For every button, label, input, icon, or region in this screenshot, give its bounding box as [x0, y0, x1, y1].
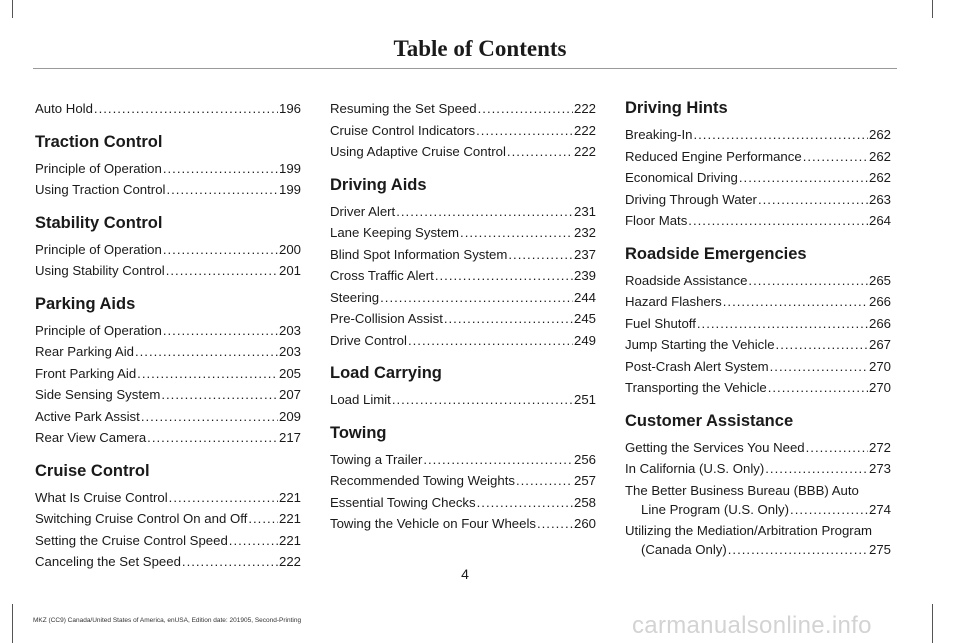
toc-entry-page: 222	[573, 101, 596, 116]
toc-entry-label: Principle of Operation	[35, 160, 162, 176]
toc-entry[interactable]	[330, 287, 596, 309]
toc-entry-page: 237	[573, 246, 596, 262]
footer-edition-text: MKZ (CC9) Canada/United States of America, enUSA, Edition date: 201905, Second-Printing	[33, 617, 302, 624]
toc-entry[interactable]	[625, 458, 891, 480]
toc-entry-page: 273	[868, 461, 891, 476]
toc-entry-label-cont: Line Program (U.S. Only)	[641, 501, 790, 517]
toc-entry[interactable]	[330, 308, 596, 330]
toc-entry-page: 262	[868, 148, 891, 164]
dot-leader	[768, 377, 868, 399]
section-heading: Load Carrying	[330, 364, 442, 382]
toc-entry-label: Principle of Operation	[35, 322, 162, 338]
toc-entry-label: Cruise Control Indicators	[330, 122, 476, 138]
toc-entry-page: 257	[573, 473, 596, 488]
toc-entry-label: Using Traction Control	[35, 182, 166, 197]
toc-entry-page: 221	[278, 511, 301, 526]
toc-entry-label: Drive Control	[330, 332, 407, 348]
toc-entry[interactable]	[625, 167, 891, 189]
toc-entry-page: 272	[868, 439, 891, 455]
toc-entry-page: 256	[573, 451, 596, 467]
dot-leader	[435, 265, 573, 287]
dot-leader	[693, 124, 868, 146]
toc-entry-page: 267	[868, 337, 891, 352]
toc-entry[interactable]	[330, 513, 596, 535]
dot-leader	[697, 313, 868, 335]
toc-entry-page: 266	[868, 315, 891, 331]
toc-entry-label: In California (U.S. Only)	[625, 461, 765, 476]
toc-entry-page: 205	[278, 365, 301, 381]
dot-leader	[477, 492, 573, 514]
dot-leader	[163, 158, 278, 180]
toc-entry-label: Rear View Camera	[35, 430, 147, 445]
toc-entry-page: 221	[278, 532, 301, 548]
dot-leader	[758, 189, 868, 211]
dot-leader	[537, 513, 573, 535]
dot-leader	[166, 179, 278, 201]
toc-entry[interactable]	[35, 508, 301, 530]
toc-entry[interactable]	[330, 201, 596, 223]
toc-entry-label: Utilizing the Mediation/Arbitration Program	[625, 522, 873, 538]
dot-leader	[803, 146, 868, 168]
title-divider	[33, 68, 897, 69]
dot-leader	[423, 449, 573, 471]
toc-entry-label: Floor Mats	[625, 213, 688, 228]
toc-entry-page: 209	[278, 408, 301, 424]
toc-entry-label: The Better Business Bureau (BBB) Auto	[625, 482, 859, 498]
toc-entry[interactable]	[625, 481, 891, 519]
toc-entry[interactable]	[35, 341, 301, 363]
dot-leader	[161, 384, 278, 406]
dot-leader	[166, 260, 278, 282]
section-heading: Roadside Emergencies	[625, 244, 807, 263]
crop-mark-bottom-left	[12, 604, 13, 643]
toc-column-middle	[330, 98, 596, 535]
toc-column-right	[625, 98, 891, 561]
toc-entry-page: 260	[573, 516, 596, 531]
toc-entry[interactable]	[330, 120, 596, 142]
toc-entry-label: Reduced Engine Performance	[625, 148, 802, 164]
toc-entry[interactable]	[35, 158, 301, 180]
section-heading: Parking Aids	[35, 294, 136, 313]
toc-entry-page: 258	[573, 494, 596, 510]
toc-entry[interactable]	[35, 384, 301, 406]
section-heading: Stability Control	[35, 213, 163, 232]
toc-entry-page: 266	[868, 294, 891, 309]
toc-entry[interactable]	[625, 291, 891, 313]
toc-entry-page: 201	[278, 263, 301, 278]
toc-entry-label: Side Sensing System	[35, 387, 161, 402]
dot-leader	[380, 287, 573, 309]
toc-entry-page: 200	[278, 241, 301, 257]
toc-entry-page: 245	[573, 311, 596, 326]
toc-entry[interactable]	[330, 244, 596, 266]
toc-entry[interactable]	[35, 179, 301, 201]
toc-entry-label: Recommended Towing Weights	[330, 473, 515, 488]
dot-leader	[723, 291, 868, 313]
toc-entry[interactable]	[625, 210, 891, 232]
watermark: carmanualsonline.info	[632, 612, 872, 639]
toc-entry[interactable]	[625, 146, 891, 168]
toc-entry-label: Using Stability Control	[35, 263, 165, 278]
toc-entry-page: 231	[573, 203, 596, 219]
dot-leader	[460, 222, 573, 244]
toc-entry[interactable]	[35, 260, 301, 282]
toc-entry-label: Resuming the Set Speed	[330, 101, 477, 116]
section-heading: Traction Control	[35, 132, 163, 151]
dot-leader	[163, 239, 278, 261]
toc-entry-label-cont: (Canada Only)	[641, 541, 727, 557]
section-heading: Towing	[330, 423, 387, 442]
toc-entry-page: 217	[278, 430, 301, 445]
toc-entry[interactable]	[35, 530, 301, 552]
section-heading: Driving Hints	[625, 99, 728, 117]
toc-entry[interactable]	[330, 265, 596, 287]
toc-entry-label: Load Limit	[330, 392, 391, 407]
toc-entry[interactable]	[330, 389, 596, 411]
toc-entry-page: 275	[868, 541, 891, 557]
toc-entry-page: 265	[868, 272, 891, 288]
toc-entry-page: 232	[573, 225, 596, 240]
toc-entry-page: 199	[278, 160, 301, 176]
toc-entry[interactable]	[35, 406, 301, 428]
toc-entry-label: Post-Crash Alert System	[625, 358, 769, 374]
toc-entry-label: Roadside Assistance	[625, 272, 748, 288]
toc-entry-page: 222	[278, 554, 301, 569]
toc-entry-label: Jump Starting the Vehicle	[625, 337, 775, 352]
toc-entry-page: 263	[868, 191, 891, 207]
toc-entry-label: Setting the Cruise Control Speed	[35, 532, 228, 548]
dot-leader	[776, 334, 868, 356]
toc-entry-page: 251	[573, 392, 596, 407]
toc-entry-label: Active Park Assist	[35, 408, 140, 424]
toc-entry[interactable]	[625, 437, 891, 459]
dot-leader	[169, 487, 278, 509]
toc-entry-label: Getting the Services You Need	[625, 439, 805, 455]
toc-entry[interactable]	[625, 270, 891, 292]
dot-leader	[728, 540, 868, 559]
toc-entry[interactable]	[625, 334, 891, 356]
dot-leader	[765, 458, 868, 480]
toc-entry-label: Driving Through Water	[625, 191, 757, 207]
toc-entry-label: Principle of Operation	[35, 241, 162, 257]
section-heading: Cruise Control	[35, 461, 150, 480]
toc-entry-label: Front Parking Aid	[35, 365, 137, 381]
toc-entry-page: 222	[573, 122, 596, 138]
toc-entry[interactable]	[625, 356, 891, 378]
toc-entry[interactable]	[330, 222, 596, 244]
crop-mark-top-left	[12, 0, 13, 18]
toc-entry-label: Using Adaptive Cruise Control	[330, 144, 506, 159]
dot-leader	[806, 437, 868, 459]
toc-entry-label: Cross Traffic Alert	[330, 268, 434, 283]
toc-entry-label: What Is Cruise Control	[35, 489, 168, 505]
toc-entry-label: Lane Keeping System	[330, 225, 460, 240]
toc-entry-page: 199	[278, 182, 301, 197]
toc-entry-page: 270	[868, 358, 891, 374]
toc-entry-label: Breaking-In	[625, 127, 693, 142]
toc-entry-label: Economical Driving	[625, 170, 738, 185]
toc-entry[interactable]	[35, 320, 301, 342]
toc-entry-label: Rear Parking Aid	[35, 344, 134, 359]
page-number: 4	[461, 566, 469, 582]
dot-leader	[94, 98, 278, 120]
toc-entry[interactable]	[330, 492, 596, 514]
toc-entry-page: 264	[868, 213, 891, 228]
toc-entry-page: 262	[868, 170, 891, 185]
toc-entry-page: 207	[278, 387, 301, 402]
toc-entry-page: 203	[278, 344, 301, 359]
toc-entry[interactable]	[625, 313, 891, 335]
section-heading: Customer Assistance	[625, 411, 794, 430]
toc-entry[interactable]	[625, 377, 891, 399]
toc-entry-page: 262	[868, 127, 891, 142]
toc-entry-label: Towing a Trailer	[330, 451, 423, 467]
page-title: Table of Contents	[393, 36, 567, 61]
toc-entry-page: 270	[868, 380, 891, 395]
toc-entry[interactable]	[625, 521, 891, 559]
toc-entry-page: 221	[278, 489, 301, 505]
toc-entry-page: 274	[868, 501, 891, 517]
toc-entry-label: Transporting the Vehicle	[625, 380, 767, 395]
toc-entry[interactable]	[35, 427, 301, 449]
toc-entry[interactable]	[35, 98, 301, 120]
toc-entry[interactable]	[625, 189, 891, 211]
toc-entry-label: Pre-Collision Assist	[330, 311, 443, 326]
dot-leader	[444, 308, 573, 330]
dot-leader	[770, 356, 868, 378]
toc-column-left	[35, 98, 301, 573]
toc-entry-label: Auto Hold	[35, 101, 93, 116]
dot-leader	[392, 389, 573, 411]
toc-entry[interactable]	[330, 470, 596, 492]
toc-entry[interactable]	[35, 487, 301, 509]
dot-leader	[137, 363, 278, 385]
dot-leader	[163, 320, 278, 342]
toc-entry[interactable]	[330, 449, 596, 471]
dot-leader	[396, 201, 573, 223]
toc-entry-page: 249	[573, 332, 596, 348]
toc-entry[interactable]	[330, 330, 596, 352]
dot-leader	[408, 330, 573, 352]
dot-leader	[508, 244, 573, 266]
dot-leader	[135, 341, 278, 363]
toc-entry-label: Canceling the Set Speed	[35, 554, 181, 569]
toc-entry[interactable]	[35, 363, 301, 385]
dot-leader	[739, 167, 868, 189]
toc-entry-label: Towing the Vehicle on Four Wheels	[330, 516, 536, 531]
toc-entry[interactable]	[625, 124, 891, 146]
toc-entry-label: Driver Alert	[330, 203, 396, 219]
toc-entry[interactable]	[330, 98, 596, 120]
dot-leader	[248, 508, 278, 530]
toc-entry-label: Fuel Shutoff	[625, 315, 696, 331]
toc-entry-label: Steering	[330, 289, 380, 305]
dot-leader	[516, 470, 573, 492]
toc-entry-page: 239	[573, 268, 596, 283]
crop-mark-top-right	[932, 0, 933, 18]
dot-leader	[478, 98, 573, 120]
dot-leader	[476, 120, 573, 142]
dot-leader	[147, 427, 278, 449]
toc-entry[interactable]	[35, 239, 301, 261]
toc-entry-label: Switching Cruise Control On and Off	[35, 511, 248, 526]
toc-entry-page: 196	[278, 101, 301, 116]
dot-leader	[688, 210, 868, 232]
toc-entry-page: 222	[573, 144, 596, 159]
toc-entry-label: Essential Towing Checks	[330, 494, 476, 510]
toc-entry[interactable]	[330, 141, 596, 163]
dot-leader	[229, 530, 278, 552]
dot-leader	[748, 270, 868, 292]
dot-leader	[790, 500, 868, 519]
toc-entry-label: Hazard Flashers	[625, 294, 722, 309]
dot-leader	[507, 141, 573, 163]
toc-entry-page: 244	[573, 289, 596, 305]
dot-leader	[141, 406, 278, 428]
toc-entry-page: 203	[278, 322, 301, 338]
toc-entry-label: Blind Spot Information System	[330, 246, 508, 262]
crop-mark-bottom-right	[932, 604, 933, 643]
section-heading: Driving Aids	[330, 175, 427, 194]
